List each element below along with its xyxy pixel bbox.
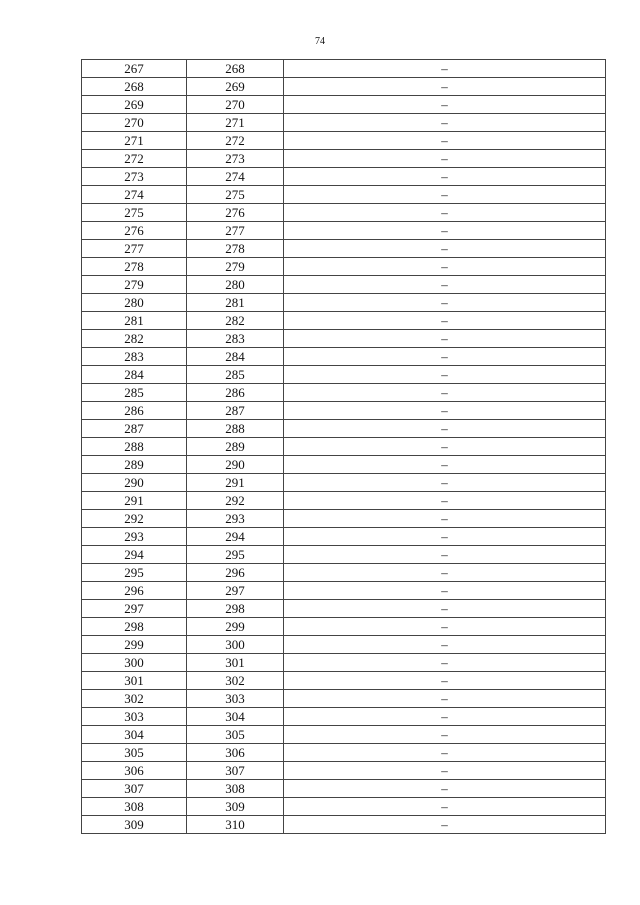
cell-to: 270 [187,96,284,114]
cell-from: 308 [82,798,187,816]
table-row [82,582,606,600]
cell-value: – [284,636,606,654]
cell-value: – [284,420,606,438]
cell-value: – [284,132,606,150]
cell-from: 306 [82,762,187,780]
table-row [82,330,606,348]
cell-value: – [284,366,606,384]
cell-from: 271 [82,132,187,150]
cell-value: – [284,96,606,114]
table-row [82,690,606,708]
cell-to: 285 [187,366,284,384]
cell-from: 285 [82,384,187,402]
cell-from: 287 [82,420,187,438]
cell-value: – [284,312,606,330]
table-row [82,564,606,582]
cell-to: 275 [187,186,284,204]
cell-from: 303 [82,708,187,726]
cell-value: – [284,222,606,240]
table-row [82,222,606,240]
cell-value: – [284,582,606,600]
cell-value: – [284,258,606,276]
cell-to: 306 [187,744,284,762]
table-row [82,402,606,420]
table-row [82,366,606,384]
cell-from: 289 [82,456,187,474]
cell-value: – [284,186,606,204]
cell-to: 294 [187,528,284,546]
page-number: 74 [315,36,325,47]
cell-value: – [284,294,606,312]
cell-from: 274 [82,186,187,204]
cell-to: 282 [187,312,284,330]
cell-value: – [284,618,606,636]
cell-to: 293 [187,510,284,528]
cell-value: – [284,168,606,186]
cell-to: 287 [187,402,284,420]
cell-to: 304 [187,708,284,726]
cell-to: 297 [187,582,284,600]
cell-value: – [284,780,606,798]
cell-value: – [284,456,606,474]
cell-from: 286 [82,402,187,420]
cell-from: 305 [82,744,187,762]
cell-to: 268 [187,60,284,78]
cell-to: 289 [187,438,284,456]
table-row [82,798,606,816]
cell-value: – [284,600,606,618]
cell-value: – [284,474,606,492]
cell-from: 291 [82,492,187,510]
cell-from: 281 [82,312,187,330]
table-row [82,384,606,402]
table-row [82,168,606,186]
cell-to: 298 [187,600,284,618]
cell-to: 283 [187,330,284,348]
cell-value: – [284,546,606,564]
cell-from: 295 [82,564,187,582]
cell-value: – [284,402,606,420]
cell-value: – [284,690,606,708]
table-row [82,654,606,672]
cell-value: – [284,564,606,582]
cell-to: 295 [187,546,284,564]
cell-from: 299 [82,636,187,654]
cell-to: 301 [187,654,284,672]
table-row [82,420,606,438]
table-row [82,456,606,474]
cell-to: 279 [187,258,284,276]
cell-from: 304 [82,726,187,744]
cell-value: – [284,60,606,78]
cell-to: 276 [187,204,284,222]
cell-to: 280 [187,276,284,294]
cell-to: 273 [187,150,284,168]
table-row [82,726,606,744]
table-row [82,150,606,168]
table-row [82,618,606,636]
cell-to: 296 [187,564,284,582]
data-table [81,59,606,834]
cell-from: 300 [82,654,187,672]
cell-from: 301 [82,672,187,690]
table-row [82,762,606,780]
table-row [82,708,606,726]
cell-to: 292 [187,492,284,510]
cell-from: 276 [82,222,187,240]
cell-value: – [284,150,606,168]
table-row [82,276,606,294]
table-row [82,636,606,654]
table-row [82,492,606,510]
cell-to: 286 [187,384,284,402]
cell-to: 290 [187,456,284,474]
cell-to: 272 [187,132,284,150]
table-row [82,132,606,150]
table-row [82,744,606,762]
cell-from: 277 [82,240,187,258]
cell-to: 309 [187,798,284,816]
cell-to: 305 [187,726,284,744]
cell-value: – [284,726,606,744]
cell-to: 288 [187,420,284,438]
table-row [82,816,606,834]
cell-value: – [284,384,606,402]
table-row [82,474,606,492]
cell-from: 284 [82,366,187,384]
cell-from: 307 [82,780,187,798]
table-row [82,672,606,690]
cell-from: 297 [82,600,187,618]
cell-to: 278 [187,240,284,258]
cell-from: 292 [82,510,187,528]
table-row [82,204,606,222]
cell-to: 281 [187,294,284,312]
table-row [82,438,606,456]
cell-from: 280 [82,294,187,312]
cell-from: 283 [82,348,187,366]
cell-value: – [284,78,606,96]
table-row [82,600,606,618]
cell-value: – [284,816,606,834]
cell-value: – [284,798,606,816]
cell-value: – [284,438,606,456]
cell-to: 310 [187,816,284,834]
cell-value: – [284,510,606,528]
cell-value: – [284,708,606,726]
table-row [82,78,606,96]
cell-value: – [284,276,606,294]
cell-value: – [284,330,606,348]
cell-to: 284 [187,348,284,366]
cell-from: 270 [82,114,187,132]
table-body [82,60,606,834]
table-row [82,780,606,798]
cell-value: – [284,114,606,132]
cell-from: 278 [82,258,187,276]
cell-from: 275 [82,204,187,222]
cell-value: – [284,240,606,258]
table-row [82,60,606,78]
cell-to: 277 [187,222,284,240]
cell-from: 268 [82,78,187,96]
cell-value: – [284,762,606,780]
table-row [82,312,606,330]
cell-to: 308 [187,780,284,798]
cell-to: 302 [187,672,284,690]
cell-to: 274 [187,168,284,186]
cell-to: 269 [187,78,284,96]
cell-from: 294 [82,546,187,564]
cell-from: 282 [82,330,187,348]
cell-value: – [284,744,606,762]
cell-value: – [284,204,606,222]
cell-value: – [284,492,606,510]
cell-to: 303 [187,690,284,708]
cell-to: 299 [187,618,284,636]
cell-value: – [284,654,606,672]
cell-from: 302 [82,690,187,708]
table-row [82,240,606,258]
table-row [82,546,606,564]
cell-from: 288 [82,438,187,456]
cell-to: 300 [187,636,284,654]
cell-from: 290 [82,474,187,492]
cell-to: 271 [187,114,284,132]
cell-from: 309 [82,816,187,834]
cell-from: 293 [82,528,187,546]
table-row [82,348,606,366]
cell-value: – [284,528,606,546]
table-row [82,258,606,276]
table-row [82,96,606,114]
cell-from: 296 [82,582,187,600]
cell-value: – [284,672,606,690]
cell-from: 298 [82,618,187,636]
cell-from: 279 [82,276,187,294]
cell-value: – [284,348,606,366]
cell-from: 269 [82,96,187,114]
cell-from: 273 [82,168,187,186]
cell-to: 307 [187,762,284,780]
table-row [82,528,606,546]
table-row [82,510,606,528]
cell-from: 267 [82,60,187,78]
table-row [82,294,606,312]
table-row [82,114,606,132]
cell-from: 272 [82,150,187,168]
table-row [82,186,606,204]
cell-to: 291 [187,474,284,492]
